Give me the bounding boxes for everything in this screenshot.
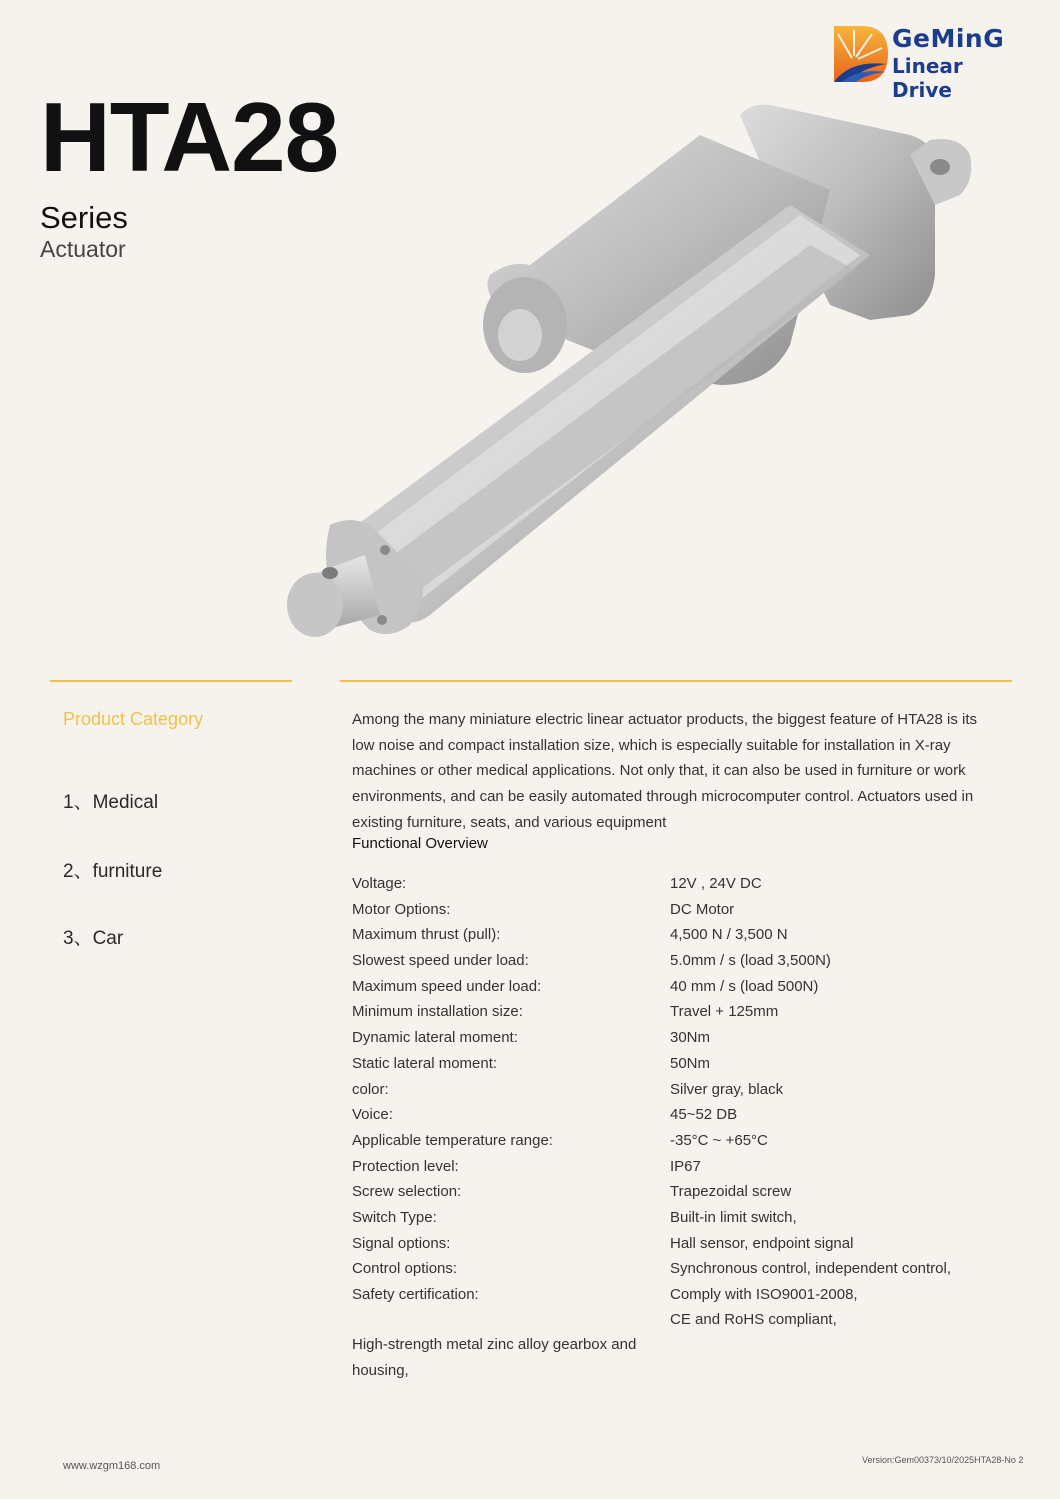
series-label: Series <box>40 200 128 235</box>
spec-label: Minimum installation size: <box>352 1003 523 1021</box>
spec-row-screw-selection <box>352 1179 1012 1205</box>
spec-value: Silver gray, black <box>670 1080 784 1098</box>
spec-label: Screw selection: <box>352 1183 462 1201</box>
brand-name: GeMinG <box>892 24 1005 53</box>
spec-value: 50Nm <box>670 1054 711 1072</box>
spec-row-min-install-size <box>352 999 1012 1025</box>
spec-value: 40 mm / s (load 500N) <box>670 977 819 995</box>
spec-label: Safety certification: <box>352 1286 479 1303</box>
spec-row-signal-options <box>352 1231 1012 1257</box>
spec-label: Dynamic lateral moment: <box>352 1029 518 1047</box>
spec-row-max-thrust <box>352 922 1012 948</box>
spec-row-dynamic-moment <box>352 1025 1012 1051</box>
spec-row-motor-options <box>352 897 1012 923</box>
spec-value: Synchronous control, independent control, <box>670 1260 952 1278</box>
spec-value: 12V , 24V DC <box>670 875 762 892</box>
spec-row-control-options <box>352 1256 1012 1282</box>
spec-value: IP67 <box>670 1157 701 1175</box>
spec-label: Protection level: <box>352 1157 459 1175</box>
accent-rule-right <box>340 680 1012 682</box>
website-link[interactable]: www.wzgm168.com <box>63 1460 161 1472</box>
spec-value: Trapezoidal screw <box>670 1183 792 1201</box>
product-category-heading: Product Category <box>63 709 204 729</box>
spec-row-voltage <box>352 871 1012 897</box>
spec-label: Maximum thrust (pull): <box>352 926 501 944</box>
spec-label: Voice: <box>352 1106 393 1124</box>
category-item-furniture: 2、furniture <box>63 861 163 882</box>
spec-row-max-speed <box>352 974 1012 1000</box>
actuator-product-image <box>270 95 990 655</box>
spec-value: Travel + 125mm <box>670 1003 779 1021</box>
spec-row-protection-level <box>352 1154 1012 1180</box>
spec-value-certification-extra: CE and RoHS compliant, <box>670 1311 837 1328</box>
spec-value: 30Nm <box>670 1029 711 1047</box>
accent-rule-left <box>50 680 292 682</box>
spec-label: Maximum speed under load: <box>352 977 542 995</box>
spec-value: DC Motor <box>670 900 735 918</box>
spec-label: Slowest speed under load: <box>352 952 529 970</box>
model-title: HTA28 <box>40 82 339 192</box>
spec-row-slowest-speed <box>352 948 1012 974</box>
spec-label: Applicable temperature range: <box>352 1131 553 1149</box>
category-item-car: 3、Car <box>63 928 124 949</box>
spec-value: Hall sensor, endpoint signal <box>670 1234 854 1252</box>
spec-list <box>352 871 1012 1308</box>
spec-label: Switch Type: <box>352 1208 437 1226</box>
functional-overview-title: Functional Overview <box>352 835 488 852</box>
spec-row-static-moment <box>352 1051 1012 1077</box>
category-item-medical: 1、Medical <box>63 792 159 813</box>
housing-note: High-strength metal zinc alloy gearbox and housing, <box>352 1336 637 1379</box>
spec-label: Signal options: <box>352 1234 451 1252</box>
spec-label: Static lateral moment: <box>352 1054 498 1072</box>
intro-paragraph: Among the many miniature electric linear actuator products, the biggest feature of HTA28 is its low noise and compact installation size, which is especially suitable for installation in X-ray machines or other medical applications. Not only that, it can also be used in furniture or work environments, and can be easily automated through microcomputer control. Actuators used in existing furniture, seats, and various equipment <box>352 711 978 831</box>
spec-label: Voltage: <box>352 875 407 892</box>
version-label: Version:Gem00373/10/2025HTA28-No 2 <box>862 1455 1024 1465</box>
spec-value: 45~52 DB <box>670 1106 738 1124</box>
brand-logo <box>832 24 1022 102</box>
spec-label: color: <box>352 1080 389 1098</box>
spec-value: -35°C ~ +65°C <box>670 1131 768 1149</box>
sun-swoosh-logo-icon <box>832 24 890 84</box>
brand-tagline: Linear Drive <box>892 54 963 102</box>
product-type-label: Actuator <box>40 236 126 262</box>
spec-row-temperature-range <box>352 1128 1012 1154</box>
spec-label: Motor Options: <box>352 900 451 918</box>
spec-label: Control options: <box>352 1260 458 1278</box>
spec-value: Built-in limit switch, <box>670 1208 797 1226</box>
spec-row-safety-certification <box>352 1282 1012 1308</box>
spec-row-color <box>352 1077 1012 1103</box>
spec-row-switch-type <box>352 1205 1012 1231</box>
spec-row-voice <box>352 1102 1012 1128</box>
spec-value: 4,500 N / 3,500 N <box>670 926 788 944</box>
spec-value: 5.0mm / s (load 3,500N) <box>670 952 831 970</box>
spec-value: Comply with ISO9001-2008, <box>670 1286 858 1303</box>
